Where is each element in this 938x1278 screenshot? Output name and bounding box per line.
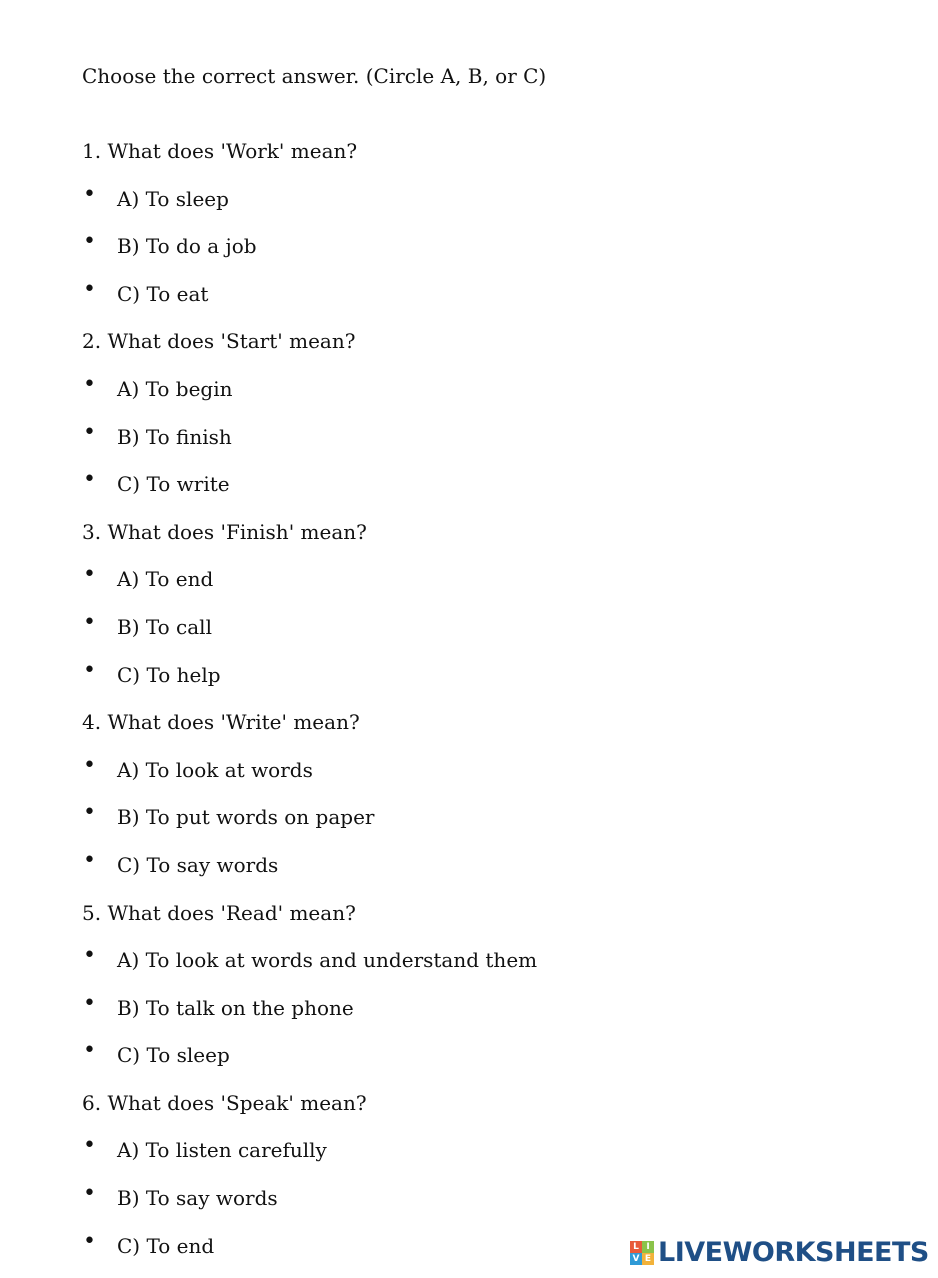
answer-option[interactable] — [82, 419, 842, 470]
answer-option[interactable] — [82, 181, 842, 232]
bullet-icon: • — [83, 419, 96, 445]
bullet-icon: • — [83, 990, 96, 1016]
answer-option[interactable] — [82, 1135, 842, 1183]
answer-option-label: C) To sleep — [117, 1043, 230, 1068]
answer-option[interactable] — [82, 1183, 842, 1231]
logo-mark-letter: L — [630, 1241, 642, 1253]
logo-mark-letter: E — [642, 1253, 654, 1265]
answer-option-label: C) To eat — [117, 281, 209, 306]
answer-option-label: B) To talk on the phone — [117, 995, 354, 1020]
answer-option-label: B) To put words on paper — [117, 805, 375, 830]
answer-option[interactable] — [82, 752, 842, 803]
answer-option[interactable] — [82, 564, 842, 612]
answer-option-label: A) To end — [117, 567, 214, 592]
bullet-icon: • — [83, 800, 96, 826]
answer-option-label: B) To call — [117, 614, 212, 639]
answer-option-label: C) To write — [117, 472, 230, 497]
answer-option[interactable] — [82, 609, 842, 660]
bullet-icon: • — [83, 371, 96, 397]
answer-option[interactable] — [82, 990, 842, 1041]
answer-option-label: C) To end — [117, 1233, 215, 1258]
answer-option-label: A) To sleep — [117, 186, 229, 211]
answer-option-label: B) To finish — [117, 424, 232, 449]
logo-mark-letter: V — [630, 1253, 642, 1265]
question-heading: 4. What does 'Write' mean? — [82, 710, 360, 735]
bullet-icon: • — [83, 1181, 96, 1207]
bullet-icon: • — [83, 943, 96, 969]
answer-option[interactable] — [82, 847, 842, 898]
question-list — [82, 136, 842, 1278]
answer-option[interactable] — [82, 802, 842, 850]
answer-option[interactable] — [82, 657, 842, 708]
instruction-text: Choose the correct answer. (Circle A, B, or C) — [82, 64, 547, 88]
bullet-icon: • — [83, 181, 96, 207]
answer-option-label: C) To say words — [117, 852, 279, 877]
answer-option-label: C) To help — [117, 662, 221, 687]
question-heading: 3. What does 'Finish' mean? — [82, 519, 367, 544]
answer-option-label: A) To begin — [117, 376, 233, 401]
bullet-icon: • — [83, 276, 96, 302]
question-heading: 5. What does 'Read' mean? — [82, 900, 356, 925]
answer-option-label: B) To do a job — [117, 234, 257, 259]
answer-option[interactable] — [82, 231, 842, 279]
bullet-icon: • — [83, 847, 96, 873]
answer-option-label: A) To look at words — [117, 757, 313, 782]
bullet-icon: • — [83, 657, 96, 683]
bullet-icon: • — [83, 562, 96, 588]
bullet-icon: • — [83, 1133, 96, 1159]
bullet-icon: • — [83, 467, 96, 493]
liveworksheets-logo — [630, 1236, 929, 1270]
logo-mark-letter: I — [642, 1241, 654, 1253]
bullet-icon: • — [83, 752, 96, 778]
question-heading: 6. What does 'Speak' mean? — [82, 1090, 367, 1115]
answer-option-label: A) To look at words and understand them — [117, 948, 538, 973]
answer-option[interactable] — [82, 371, 842, 422]
answer-option[interactable] — [82, 1040, 842, 1088]
bullet-icon: • — [83, 1038, 96, 1064]
bullet-icon: • — [83, 229, 96, 255]
bullet-icon: • — [83, 1228, 96, 1254]
answer-option-label: B) To say words — [117, 1186, 278, 1211]
answer-option[interactable] — [82, 469, 842, 517]
bullet-icon: • — [83, 609, 96, 635]
question-heading: 1. What does 'Work' mean? — [82, 139, 358, 163]
logo-text: LIVEWORKSHEETS — [658, 1237, 929, 1268]
logo-mark-icon — [630, 1241, 654, 1265]
answer-option-label: A) To listen carefully — [117, 1138, 327, 1163]
answer-option[interactable] — [82, 945, 842, 993]
answer-option[interactable] — [82, 276, 842, 327]
question-heading: 2. What does 'Start' mean? — [82, 329, 356, 354]
